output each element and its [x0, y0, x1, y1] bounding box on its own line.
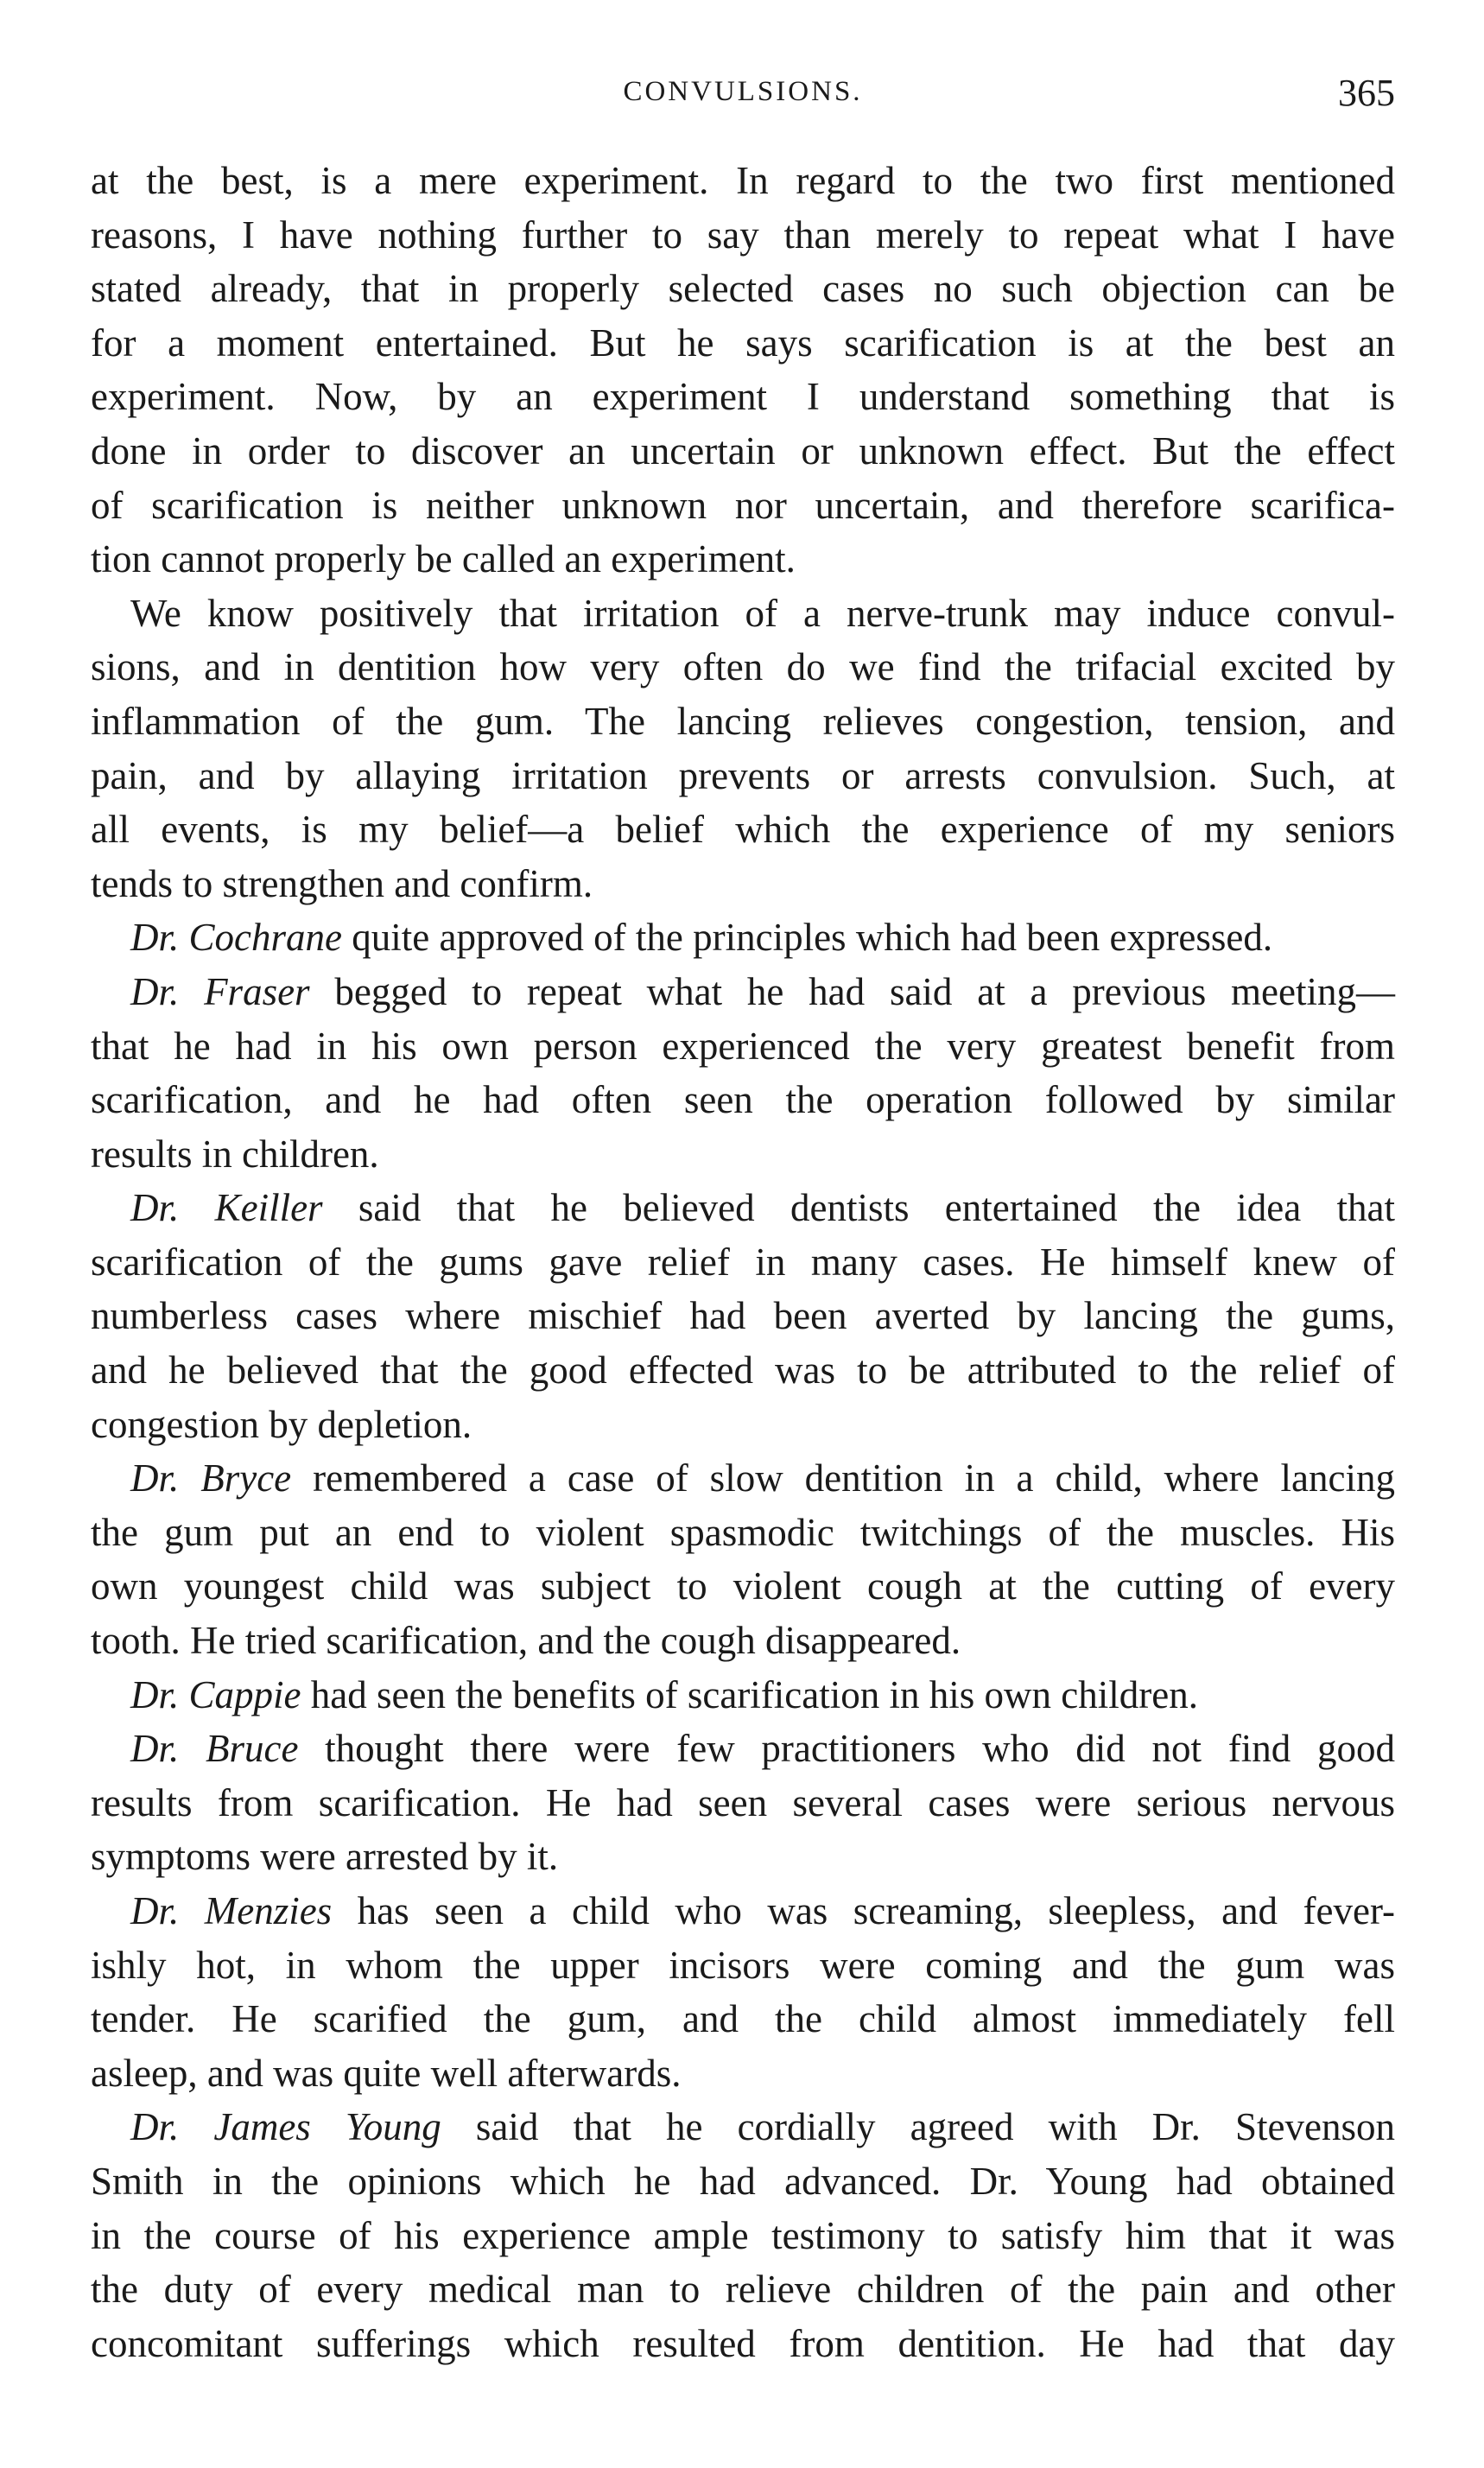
- text-line: [91, 2262, 1395, 2317]
- text-line: [91, 1938, 1395, 1993]
- text-line: [91, 1343, 1395, 1398]
- line-text: in the course of his experience ample testimony to satisfy him that it was: [91, 2213, 1395, 2257]
- text-line: [91, 1992, 1395, 2046]
- line-text: sions, and in dentition how very often do we find the trifacial excited by: [91, 645, 1395, 689]
- line-text: results from scarification. He had seen several cases were serious nervous: [91, 1780, 1395, 1824]
- speaker-name: Dr. James Young: [130, 2105, 441, 2149]
- text-line: [91, 1614, 1395, 1668]
- text-line: [91, 2209, 1395, 2263]
- text-line: [91, 1559, 1395, 1614]
- line-text: asleep, and was quite well afterwards.: [91, 2051, 682, 2095]
- line-text: pain, and by allaying irritation prevents or arrests convulsion. Such, at: [91, 753, 1395, 797]
- line-text: quite approved of the principles which had been expressed.: [342, 916, 1273, 960]
- line-text: at the best, is a mere experiment. In regard to the two first mentioned: [91, 159, 1395, 202]
- line-text: results in children.: [91, 1132, 379, 1176]
- text-line: [91, 803, 1395, 857]
- text-line: [91, 316, 1395, 371]
- speaker-name: Dr. Fraser: [130, 969, 310, 1013]
- line-text: symptoms were arrested by it.: [91, 1835, 559, 1879]
- text-line: [91, 1722, 1395, 1776]
- text-line: [91, 1181, 1395, 1235]
- text-line: [91, 1776, 1395, 1830]
- text-line: [91, 587, 1395, 641]
- line-text: remembered a case of slow dentition in a child, where lancing: [291, 1456, 1395, 1500]
- text-line: [91, 154, 1395, 208]
- line-text: said that he believed dentists entertained the idea that: [322, 1186, 1395, 1230]
- text-line: [91, 2317, 1395, 2371]
- text-line: [91, 2046, 1395, 2101]
- line-text: tooth. He tried scarification, and the cough disappeared.: [91, 1619, 961, 1663]
- line-text: that he had in his own person experienced the very greatest benefit from: [91, 1024, 1395, 1068]
- text-line: [91, 208, 1395, 263]
- line-text: reasons, I have nothing further to say than merely to repeat what I have: [91, 213, 1395, 257]
- line-text: ishly hot, in whom the upper incisors were coming and the gum was: [91, 1943, 1395, 1987]
- text-line: [91, 1668, 1395, 1723]
- text-line: [91, 2100, 1395, 2154]
- line-text: has seen a child who was screaming, sleepless, and fever-: [332, 1889, 1396, 1932]
- running-head: [91, 71, 1395, 123]
- line-text: tender. He scarified the gum, and the child almost immediately fell: [91, 1997, 1395, 2041]
- text-line: [91, 1127, 1395, 1182]
- line-text: concomitant sufferings which resulted from dentition. He had that day: [91, 2321, 1395, 2365]
- text-line: [91, 1506, 1395, 1560]
- line-text: congestion by depletion.: [91, 1402, 472, 1446]
- body-text: [91, 154, 1395, 2370]
- line-text: Smith in the opinions which he had advanced. Dr. Young had obtained: [91, 2159, 1395, 2203]
- line-text: begged to repeat what he had said at a previous meeting—: [309, 969, 1395, 1013]
- running-title: CONVULSIONS.: [623, 76, 863, 107]
- line-text: all events, is my belief—a belief which the experience of my seniors: [91, 808, 1395, 852]
- text-line: [91, 262, 1395, 316]
- text-line: [91, 370, 1395, 424]
- line-text: the gum put an end to violent spasmodic twitchings of the muscles. His: [91, 1510, 1395, 1554]
- line-text: had seen the benefits of scarification in his own children.: [301, 1672, 1198, 1716]
- line-text: stated already, that in properly selected cases no such objection can be: [91, 267, 1395, 311]
- text-line: [91, 479, 1395, 533]
- text-line: [91, 2154, 1395, 2209]
- text-line: [91, 749, 1395, 803]
- speaker-name: Dr. Cappie: [130, 1672, 301, 1716]
- speaker-name: Dr. Bryce: [130, 1456, 292, 1500]
- line-text: tion cannot properly be called an experiment.: [91, 537, 796, 581]
- text-line: [91, 1398, 1395, 1452]
- text-line: [91, 1830, 1395, 1884]
- line-text: own youngest child was subject to violent cough at the cutting of every: [91, 1564, 1395, 1608]
- text-line: [91, 1073, 1395, 1127]
- text-line: [91, 1289, 1395, 1343]
- line-text: experiment. Now, by an experiment I understand something that is: [91, 375, 1395, 419]
- text-line: [91, 640, 1395, 695]
- text-line: [91, 1451, 1395, 1506]
- line-text: the duty of every medical man to relieve children of the pain and other: [91, 2268, 1395, 2312]
- speaker-name: Dr. Keiller: [130, 1186, 323, 1230]
- line-text: scarification of the gums gave relief in many cases. He himself knew of: [91, 1240, 1395, 1284]
- text-line: [91, 1884, 1395, 1938]
- text-line: [91, 695, 1395, 749]
- text-line: [91, 424, 1395, 479]
- text-line: [91, 910, 1395, 965]
- line-text: of scarification is neither unknown nor uncertain, and therefore scarifica-: [91, 483, 1395, 527]
- speaker-name: Dr. Menzies: [130, 1889, 333, 1932]
- text-line: [91, 1235, 1395, 1290]
- speaker-name: Dr. Bruce: [130, 1727, 299, 1771]
- line-text: numberless cases where mischief had been averted by lancing the gums,: [91, 1294, 1395, 1338]
- line-text: We know positively that irritation of a nerve-trunk may induce convul-: [130, 591, 1395, 635]
- line-text: said that he cordially agreed with Dr. Stevenson: [441, 2105, 1395, 2149]
- line-text: scarification, and he had often seen the operation followed by similar: [91, 1078, 1395, 1122]
- text-line: [91, 857, 1395, 911]
- line-text: and he believed that the good effected was to be attributed to the relief of: [91, 1348, 1395, 1393]
- line-text: thought there were few practitioners who did not find good: [298, 1727, 1395, 1771]
- line-text: inflammation of the gum. The lancing relieves congestion, tension, and: [91, 699, 1395, 743]
- text-line: [91, 965, 1395, 1019]
- speaker-name: Dr. Cochrane: [130, 916, 342, 960]
- text-line: [91, 1019, 1395, 1074]
- text-line: [91, 532, 1395, 587]
- line-text: for a moment entertained. But he says scarification is at the best an: [91, 320, 1395, 365]
- line-text: done in order to discover an uncertain or unknown effect. But the effect: [91, 428, 1395, 473]
- line-text: tends to strengthen and confirm.: [91, 861, 593, 905]
- page-number: 365: [1338, 72, 1395, 114]
